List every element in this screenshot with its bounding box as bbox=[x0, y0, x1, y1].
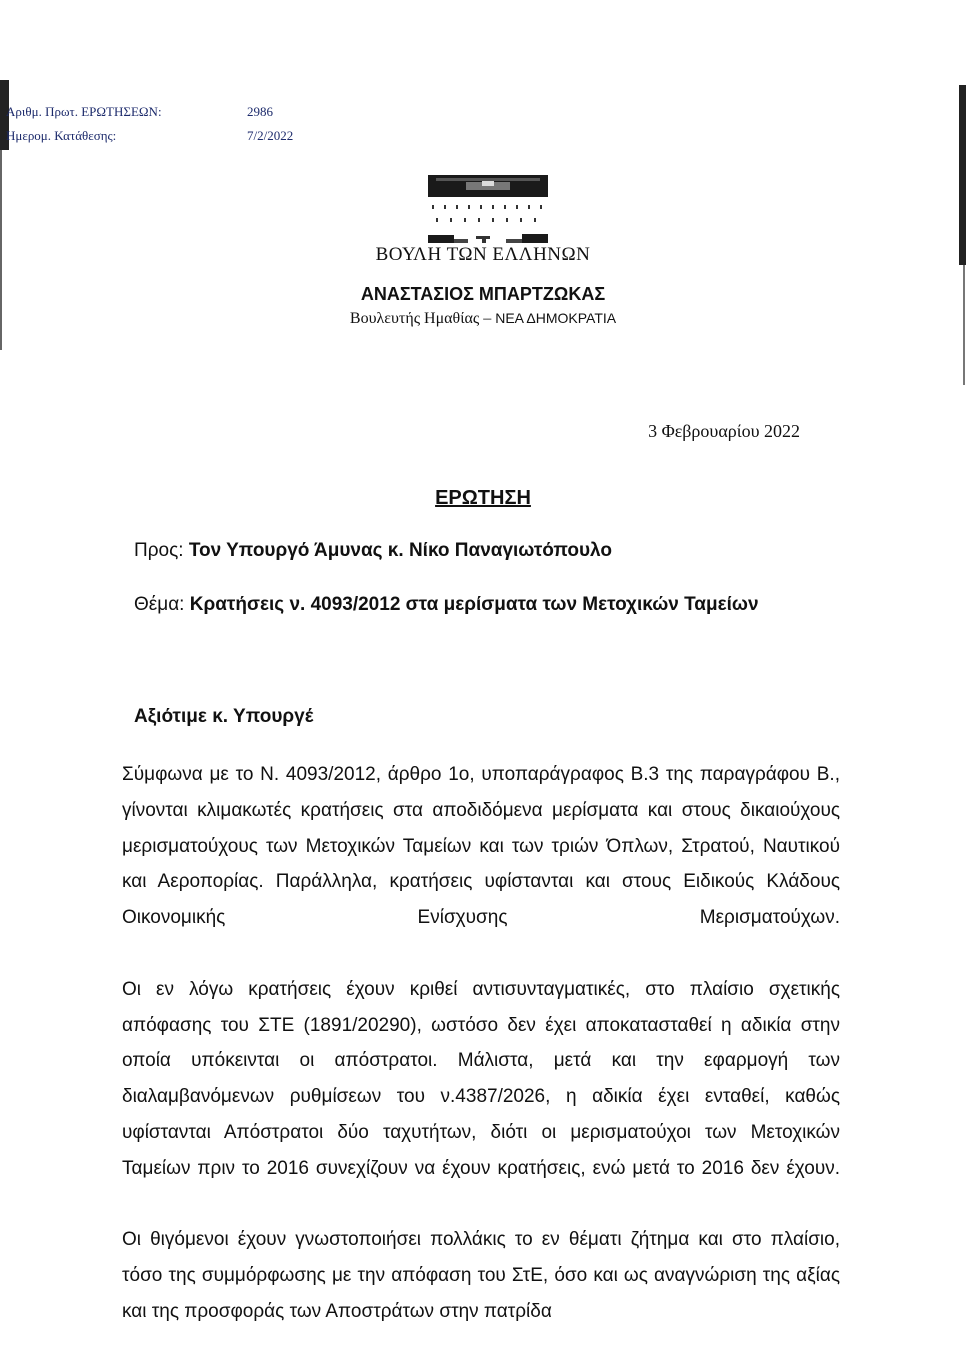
subject-text: Κρατήσεις ν. 4093/2012 στα μερίσματα των Μετοχικών Ταμείων bbox=[189, 594, 759, 615]
protocol-date-value: 7/2/2022 bbox=[247, 128, 294, 143]
scan-edge-right bbox=[959, 85, 966, 265]
recipient-label: Προς: bbox=[134, 540, 184, 561]
paragraph: Οι εν λόγω κρατήσεις έχουν κριθεί αντισυνταγματικές, στο πλαίσιο σχετικής απόφασης του ΣΤΕ (1891/20290), ωστόσο δεν έχει αποκατασταθεί η αδικία στην οποία υπόκεινται οι απόστρατοι. Μάλιστα, μετά και την εφαρμογή των διαλαμβανόμενων ρυθμίσεων του ν.4387/2026, η αδικία έχει ενταθεί, καθώς υφίστανται Απόστρατοι δύο ταχυτήτων, διότι οι μερισματούχοι των Μετοχικών Ταμείων πριν το 2016 συνεχίζουν να έχουν κρατήσεις, ενώ μετά το 2016 δεν έχουν. bbox=[122, 978, 840, 1179]
protocol-number bbox=[6, 104, 273, 120]
mp-party: ΝΕΑ ΔΗΜΟΚΡΑΤΙΑ bbox=[495, 310, 617, 326]
subject-line bbox=[134, 594, 759, 616]
parliament-name: ΒΟΥΛΗ ΤΩΝ ΕΛΛΗΝΩΝ bbox=[375, 244, 591, 265]
document-title: ΕΡΩΤΗΣΗ bbox=[435, 487, 531, 509]
recipient-text: Τον Υπουργό Άμυνας κ. Νίκο Παναγιωτόπουλο bbox=[188, 540, 612, 561]
subject-label: Θέμα: bbox=[134, 594, 185, 615]
parliament-building-emblem bbox=[426, 173, 550, 247]
recipient-line bbox=[134, 540, 612, 562]
protocol-number-value: 2986 bbox=[247, 104, 273, 119]
mp-constituency: Βουλευτής Ημαθίας – bbox=[349, 310, 492, 327]
mp-role bbox=[0, 310, 966, 328]
salutation: Αξιότιμε κ. Υπουργέ bbox=[134, 706, 314, 727]
paragraph: Οι θιγόμενοι έχουν γνωστοποιήσει πολλάκις το εν θέματι ζήτημα και στο πλαίσιο, τόσο της συμμόρφωσης με την απόφαση του ΣτΕ, όσο και ως αναγνώριση της αξίας και της προσφοράς των Αποστράτων στην πατρίδα bbox=[122, 1229, 840, 1322]
document-date: 3 Φεβρουαρίου 2022 bbox=[648, 421, 800, 441]
paragraph: Σύμφωνα με το Ν. 4093/2012, άρθρο 1ο, υποπαράγραφος Β.3 της παραγράφου Β., γίνονται κλιμακωτές κρατήσεις στα αποδιδόμενα μερίσματα και στους δικαιούχους μερισματούχους των Μετοχικών Ταμείων και των τριών Όπλων, Στρατού, Ναυτικού και Αεροπορίας. Παράλληλα, κρατήσεις υφίστανται και στους Ειδικούς Κλάδους Οικονομικής Ενίσχυσης Μερισματούχων. bbox=[122, 764, 840, 929]
mp-name: ΑΝΑΣΤΑΣΙΟΣ ΜΠΑΡΤΖΩΚΑΣ bbox=[360, 284, 606, 304]
protocol-date-label: Ημερομ. Κατάθεσης: bbox=[6, 128, 117, 143]
protocol-date bbox=[6, 128, 294, 144]
protocol-number-label: Αριθμ. Πρωτ. ΕΡΩΤΗΣΕΩΝ: bbox=[6, 104, 162, 119]
body-text bbox=[122, 757, 840, 1330]
